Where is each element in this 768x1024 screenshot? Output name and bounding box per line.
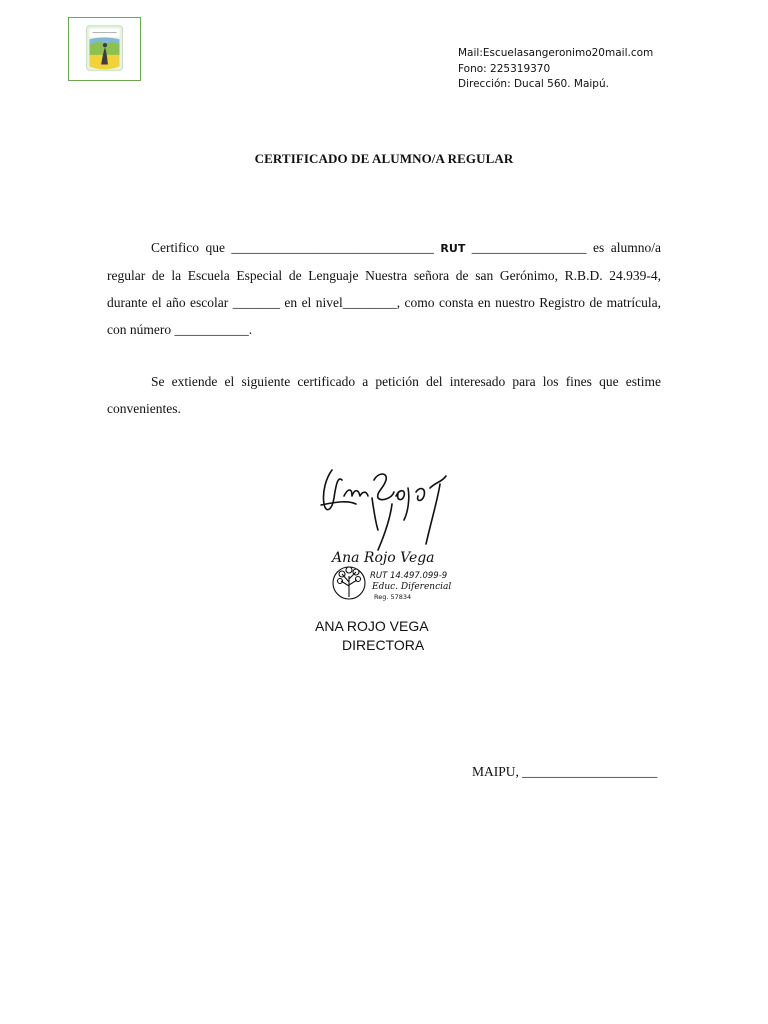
paragraph-text-part1: Certifico que ______________________________: [151, 240, 441, 255]
paragraph-text-part2: _________________ es alumno/a regular de la Escuela Especial de Lenguaje Nuestra señora de san Gerónimo, R.B.D. 24.939-4, durante el año escolar _______ en el nivel________, como consta en nuestro Registro de matrícula, con número ___________.: [107, 240, 661, 337]
school-crest-icon: [69, 18, 140, 80]
contact-address: Dirección: Ducal 560. Maipú.: [458, 78, 609, 90]
stamp-title: Educ. Diferencial: [372, 582, 452, 592]
contact-mail: Mail:Escuelasangeronimo20mail.com: [458, 47, 654, 59]
tree-icon: [333, 567, 365, 599]
stamp-reg: Reg. 57834: [374, 593, 412, 601]
signature-stamp: [312, 458, 462, 606]
certificate-paragraph: [107, 234, 661, 343]
contact-phone: Fono: 225319370: [458, 62, 551, 75]
school-logo: [68, 17, 141, 81]
place-date-line: MAIPU, ____________________: [472, 764, 658, 779]
stamp-rut: RUT 14.497.099-9: [370, 571, 448, 581]
contact-info: [458, 46, 653, 93]
purpose-text: Se extiende el siguiente certificado a petición del interesado para los fines que estime convenientes.: [107, 374, 661, 416]
document-title: CERTIFICADO DE ALUMNO/A REGULAR: [254, 151, 514, 166]
handwritten-signature-icon: [321, 470, 446, 550]
signer-block: [315, 617, 429, 655]
rut-label: RUT: [440, 242, 466, 255]
signer-role: DIRECTORA: [342, 637, 425, 653]
stamp-name: Ana Rojo Vega: [332, 550, 435, 566]
signer-name: ANA ROJO VEGA: [315, 618, 429, 634]
purpose-paragraph: [107, 368, 661, 422]
